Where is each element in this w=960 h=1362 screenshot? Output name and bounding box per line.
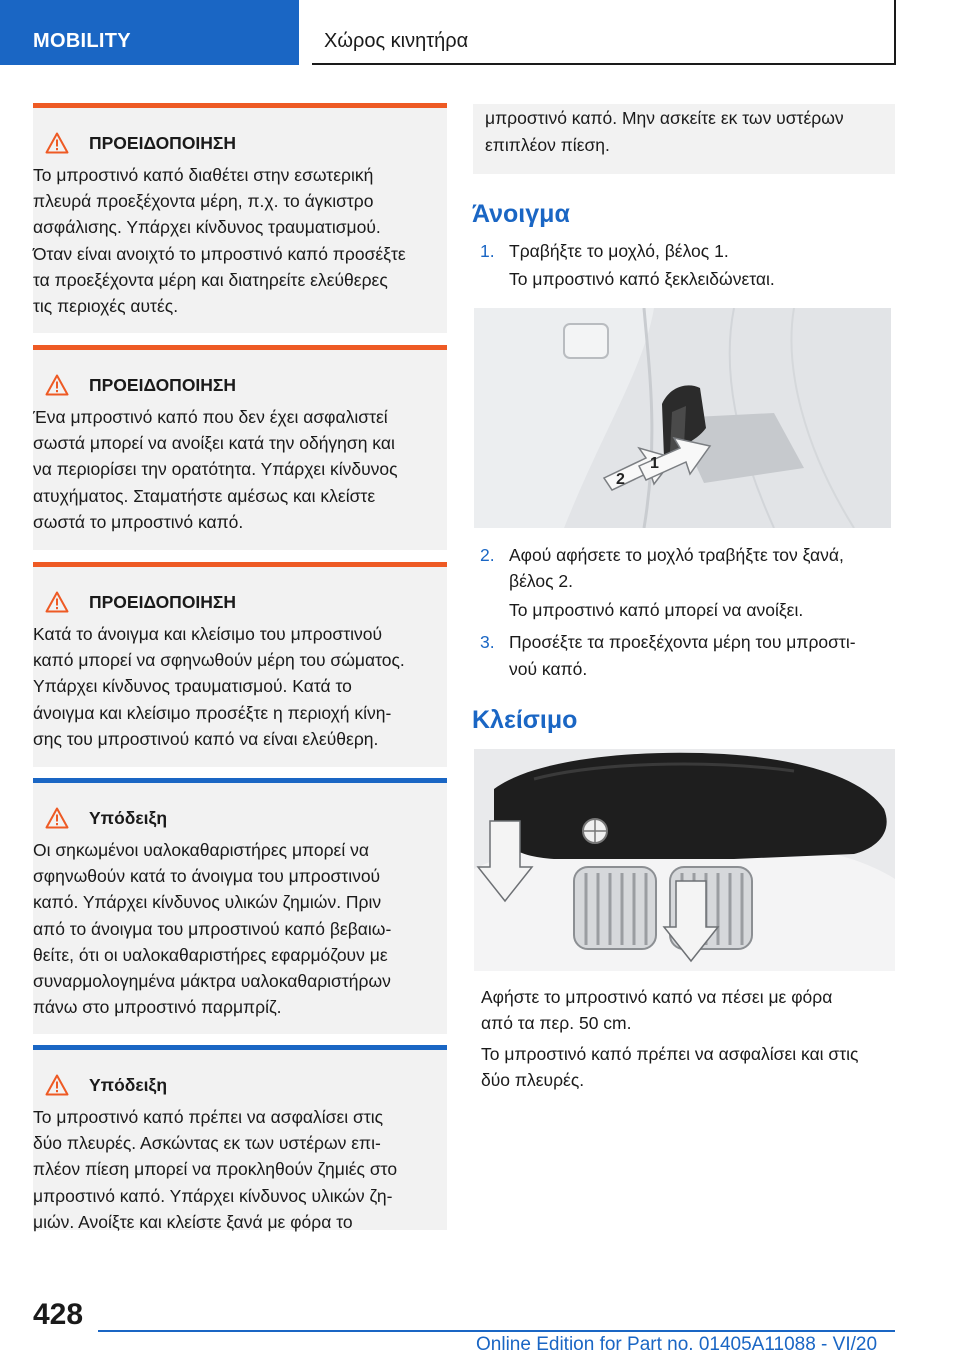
page-header xyxy=(312,0,896,65)
warning-box xyxy=(33,345,447,550)
step-number: 2. xyxy=(480,545,495,565)
text-line: άνοιγμα και κλείσιμο προσέξτε η περιοχή κίνη- xyxy=(33,703,392,723)
text-line: θείτε, ότι οι υαλοκαθαριστήρες εφαρμόζουν με xyxy=(33,945,388,965)
note-triangle-icon xyxy=(45,1074,69,1096)
text-line: τις περιοχές αυτές. xyxy=(33,296,179,316)
note-box xyxy=(33,778,447,1034)
page-number: 428 xyxy=(33,1298,84,1331)
text-line: επιπλέον πίεση. xyxy=(485,135,610,155)
warning-title: ΠΡΟΕΙΔΟΠΟΙΗΣΗ xyxy=(89,133,237,153)
section-heading-opening: Άνοιγμα xyxy=(472,200,570,228)
note-title: Υπόδειξη xyxy=(89,1075,168,1095)
text-line: από το άνοιγμα του μπροστινού καπό βεβαιω- xyxy=(33,919,392,939)
text-line: Ένα μπροστινό καπό που δεν έχει ασφαλιστεί xyxy=(33,407,388,427)
text-line: Υπάρχει κίνδυνος τραυματισμού. Κατά το xyxy=(33,676,352,696)
step-text: νού καπό. xyxy=(509,659,588,679)
text-line: πλευρά προεξέχοντα μέρη, π.χ. το άγκιστρο xyxy=(33,191,374,211)
note-title: Υπόδειξη xyxy=(89,808,168,828)
text-line: μιών. Ανοίξτε και κλείστε ξανά με φόρα το xyxy=(33,1212,353,1232)
step-result: Το μπροστινό καπό ξεκλειδώνεται. xyxy=(509,269,775,289)
note-continuation-box xyxy=(473,104,895,174)
text-line: να περιορίσει την ορατότητα. Υπάρχει κίνδυνος xyxy=(33,459,398,479)
step-number: 1. xyxy=(480,241,495,261)
text-line: Κατά το άνοιγμα και κλείσιμο του μπροστινού xyxy=(33,624,383,644)
text-line: πλέον πίεση μπορεί να προκληθούν ζημιές στο xyxy=(33,1159,398,1179)
text-line: συναρμολογημένα μάκτρα υαλοκαθαριστήρων xyxy=(33,971,391,991)
step-text: Αφού αφήσετε το μοχλό τραβήξτε τον ξανά, xyxy=(509,545,844,565)
warning-title: ΠΡΟΕΙΔΟΠΟΙΗΣΗ xyxy=(89,375,237,395)
note-box xyxy=(33,1045,447,1230)
warning-triangle-icon xyxy=(45,132,69,154)
paragraph-line: Αφήστε το μπροστινό καπό να πέσει με φόρα xyxy=(481,987,833,1007)
paragraph-line: δύο πλευρές. xyxy=(481,1070,585,1090)
warning-box xyxy=(33,103,447,333)
text-line: καπό μπορεί να σφηνωθούν μέρη του σώματος. xyxy=(33,650,405,670)
text-line: μπροστινό καπό. Μην ασκείτε εκ των υστέρων xyxy=(485,108,844,128)
arrow-label-1: 1 xyxy=(650,455,659,472)
text-line: σφηνωθούν κατά το άνοιγμα του μπροστινού xyxy=(33,866,381,886)
text-line: Οι σηκωμένοι υαλοκαθαριστήρες μπορεί να xyxy=(33,840,369,860)
step-text: Προσέξτε τα προεξέχοντα μέρη του μπροστι- xyxy=(509,632,856,652)
paragraph-line: Το μπροστινό καπό πρέπει να ασφαλίσει και στις xyxy=(481,1044,859,1064)
text-line: πάνω στο μπροστινό παρμπρίζ. xyxy=(33,997,282,1017)
footer-rule xyxy=(98,1330,895,1332)
step-result: Το μπροστινό καπό μπορεί να ανοίξει. xyxy=(509,600,804,620)
text-line: σης του μπροστινού καπό να είναι ελεύθερη. xyxy=(33,729,379,749)
hood-release-lever-image xyxy=(474,308,891,528)
text-line: σωστά το μπροστινό καπό. xyxy=(33,512,244,532)
arrow-label-2: 2 xyxy=(616,471,625,488)
text-line: δύο πλευρές. Ασκώντας εκ των υστέρων επι- xyxy=(33,1133,381,1153)
section-tab xyxy=(0,0,299,65)
section-heading-closing: Κλείσιμο xyxy=(472,706,578,734)
text-line: Το μπροστινό καπό πρέπει να ασφαλίσει στις xyxy=(33,1107,384,1127)
note-triangle-icon xyxy=(45,807,69,829)
text-line: μπροστινό καπό. Υπάρχει κίνδυνος υλικών ζη- xyxy=(33,1186,393,1206)
step-text: Τραβήξτε το μοχλό, βέλος 1. xyxy=(509,241,729,261)
hood-lever-illustration xyxy=(474,308,891,528)
warning-triangle-icon xyxy=(45,591,69,613)
text-line: σωστά μπορεί να ανοίξει κατά την οδήγηση και xyxy=(33,433,395,453)
warning-title: ΠΡΟΕΙΔΟΠΟΙΗΣΗ xyxy=(89,592,237,612)
step-text: βέλος 2. xyxy=(509,571,573,591)
warning-box xyxy=(33,562,447,767)
text-line: ασφάλισης. Υπάρχει κίνδυνος τραυματισμού. xyxy=(33,217,381,237)
text-line: τα προεξέχοντα μέρη και διατηρείτε ελεύθερες xyxy=(33,270,388,290)
text-line: Όταν είναι ανοιχτό το μπροστινό καπό προσέξτε xyxy=(33,244,406,264)
section-label: MOBILITY xyxy=(33,30,131,52)
step-number: 3. xyxy=(480,632,495,652)
text-line: Το μπροστινό καπό διαθέτει στην εσωτερική xyxy=(33,165,374,185)
text-line: καπό. Υπάρχει κίνδυνος υλικών ζημιών. Πριν xyxy=(33,892,382,912)
warning-triangle-icon xyxy=(45,374,69,396)
edition-note: Online Edition for Part no. 01405A11088 - VI/20 xyxy=(476,1334,878,1355)
text-line: ατυχήματος. Σταματήστε αμέσως και κλείστε xyxy=(33,486,376,506)
chapter-title: Χώρος κινητήρα xyxy=(324,30,469,52)
closing-hood-image xyxy=(474,749,895,971)
paragraph-line: από τα περ. 50 cm. xyxy=(481,1013,632,1033)
car-front-illustration xyxy=(474,749,895,971)
